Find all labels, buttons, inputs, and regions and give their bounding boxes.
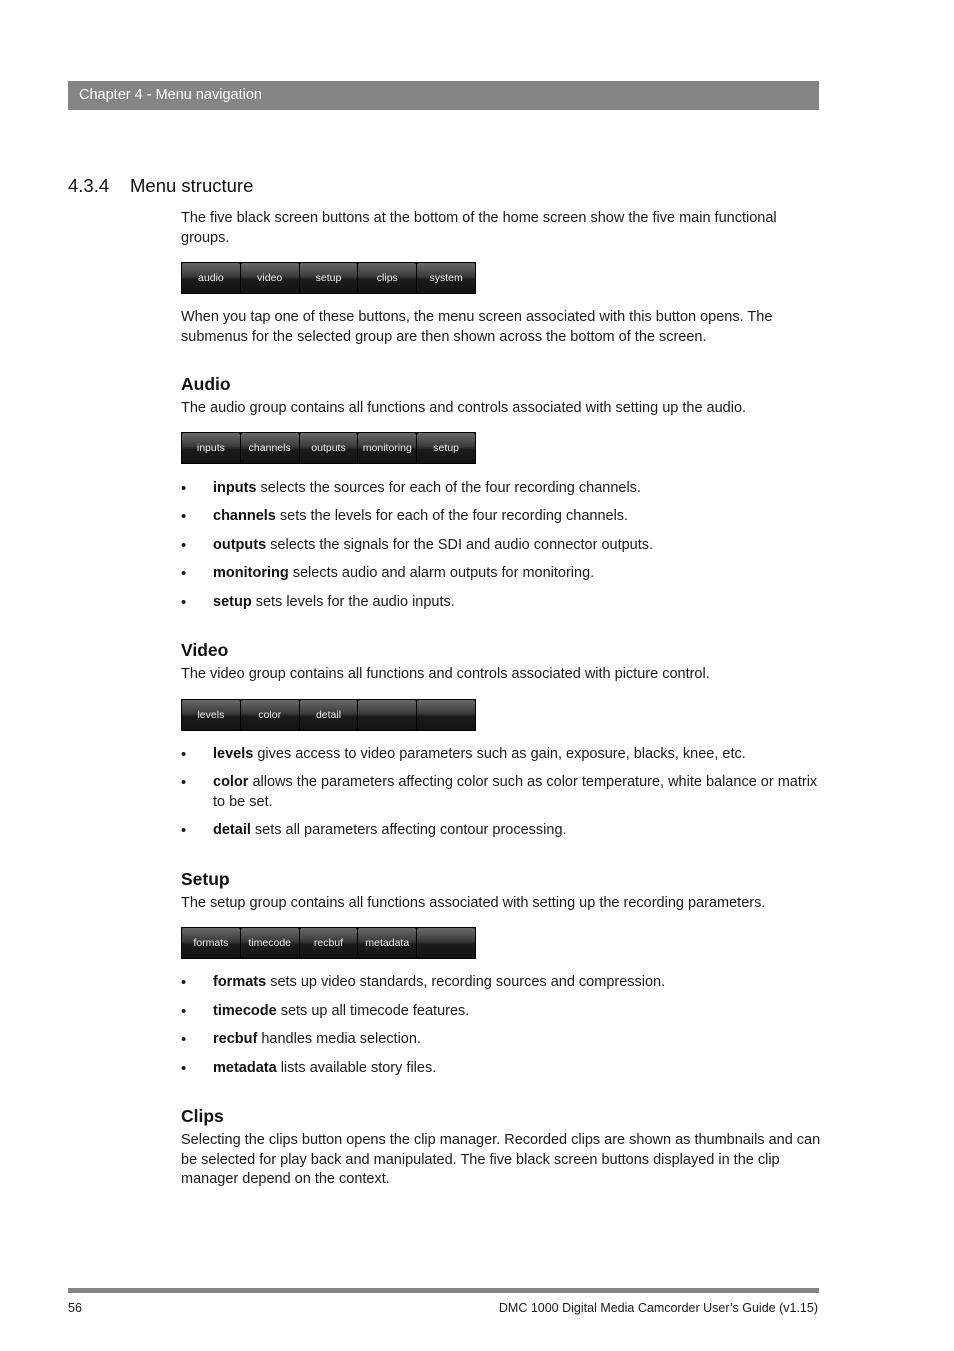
list-item: • outputs selects the signals for the SDI and audio connector outputs. [181,536,654,554]
monitoring-button[interactable]: monitoring [358,433,416,463]
document-title: DMC 1000 Digital Media Camcorder User’s Guide (v1.15) [498,1301,818,1315]
list-item: • timecode sets up all timecode features. [181,1002,470,1020]
list-item: • levels gives access to video parameters such as gain, exposure, blacks, knee, etc. [181,745,746,763]
main-content [181,209,821,1190]
list-item: • detail sets all parameters affecting contour processing. [181,822,567,839]
setup-button[interactable]: setup [300,263,358,293]
detail-button[interactable]: detail [300,700,358,730]
list-item: • channels sets the levels for each of the four recording channels. [181,508,629,525]
chapter-header-bar [68,81,819,110]
setup-bullet-list [181,973,821,1078]
color-button[interactable]: color [241,700,299,730]
setup-buttons-bar [181,927,476,959]
metadata-button[interactable]: metadata [358,928,416,958]
page-number: 56 [68,1301,82,1315]
clips-heading: Clips [181,1106,224,1126]
timecode-button[interactable]: timecode [241,928,299,958]
setup-heading: Setup [181,868,230,889]
audio-paragraph: The audio group contains all functions and controls associated with setting up the audio. [181,400,747,416]
main-buttons-bar [181,262,476,294]
footer-rule [68,1288,819,1293]
video-button[interactable]: video [241,263,299,293]
channels-button[interactable]: channels [241,433,299,463]
recbuf-button[interactable]: recbuf [300,928,358,958]
empty-button[interactable] [417,700,475,730]
audio-setup-button[interactable]: setup [417,433,475,463]
section-title: Menu structure [130,175,254,196]
audio-heading: Audio [181,374,231,394]
section-number: 4.3.4 [68,175,110,196]
intro-paragraph-2: When you tap one of these buttons, the menu screen associated with this button opens. The submenus for the selected group are then shown across the bottom of the screen. [181,309,773,345]
clips-paragraph: Selecting the clips button opens the clip manager. Recorded clips are shown as thumbnails and can be selected for play back and manipulated. The five black screen buttons displayed in the clip manager depend on the context. [181,1132,821,1187]
system-button[interactable]: system [417,263,475,293]
empty-button[interactable] [358,700,416,730]
clips-button[interactable]: clips [358,263,416,293]
audio-bullet-list [181,479,821,613]
empty-button[interactable] [417,928,475,958]
chapter-title: Chapter 4 - Menu navigation [79,87,262,103]
levels-button[interactable]: levels [182,700,240,730]
list-item: • monitoring selects audio and alarm outputs for monitoring. [181,565,595,582]
list-item: • formats sets up video standards, recording sources and compression. [181,974,666,991]
list-item: • recbuf handles media selection. [181,1031,421,1048]
video-paragraph: The video group contains all functions and controls associated with picture control. [181,666,710,682]
formats-button[interactable]: formats [182,928,240,958]
video-bullet-list [181,745,821,841]
section-heading [68,175,253,197]
outputs-button[interactable]: outputs [300,433,358,463]
audio-buttons-bar [181,432,476,464]
intro-paragraph: The five black screen buttons at the bottom of the home screen show the five main functional groups. [181,210,777,246]
video-heading: Video [181,640,229,660]
list-item: • color allows the parameters affecting color such as color temperature, white balance or matrix to be set. [181,774,818,810]
list-item: • inputs selects the sources for each of the four recording channels. [181,479,641,497]
setup-paragraph: The setup group contains all functions associated with setting up the recording parameters. [181,894,766,911]
video-buttons-bar [181,699,476,731]
inputs-button[interactable]: inputs [182,433,240,463]
list-item: • setup sets levels for the audio inputs. [181,593,455,611]
audio-button[interactable]: audio [182,263,240,293]
list-item: • metadata lists available story files. [181,1059,437,1077]
